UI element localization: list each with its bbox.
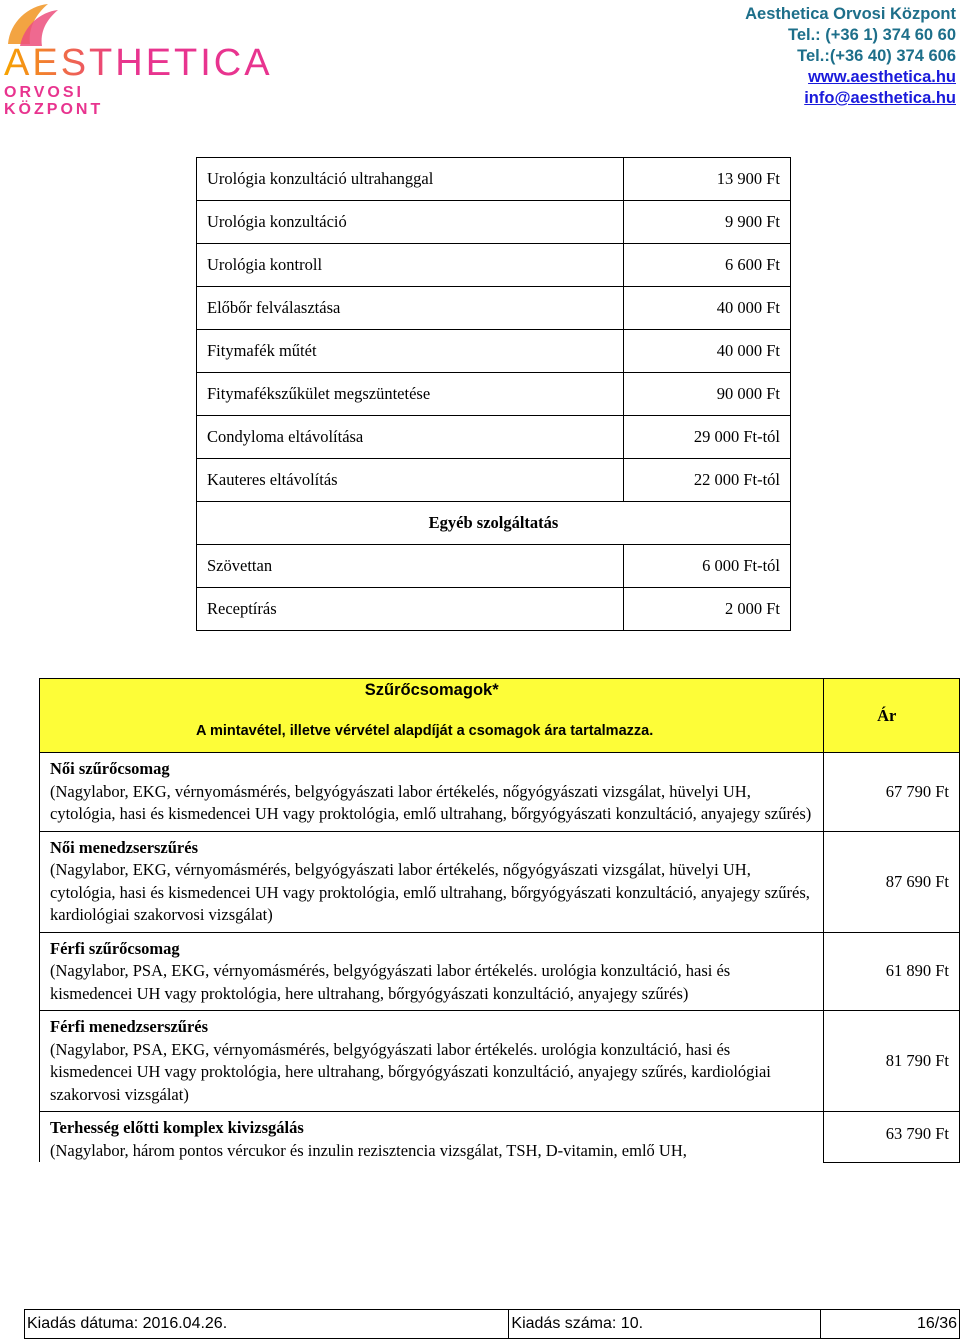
- package-description-cell: [40, 831, 824, 932]
- service-name: Urológia konzultáció: [197, 201, 624, 244]
- package-name: Férfi menedzserszűrés: [50, 1017, 209, 1036]
- service-price: 13 900 Ft: [624, 158, 791, 201]
- phone-2: Tel.:(+36 40) 374 606: [797, 47, 956, 65]
- price-row: [197, 158, 791, 201]
- price-row: [197, 201, 791, 244]
- service-price: 90 000 Ft: [624, 373, 791, 416]
- price-row: [197, 244, 791, 287]
- other-services-header-row: [197, 502, 791, 545]
- packages-header: [40, 679, 824, 753]
- service-price: 9 900 Ft: [624, 201, 791, 244]
- package-details: (Nagylabor, PSA, EKG, vérnyomásmérés, belgyógyászati labor értékelés. urológia konzultáció, hasi és kismedencei UH vagy proktológia, here ultrahang, bőrgyógyászati konzultáció, anyajegy szűrés, kardiológiai szakorvosi vizsgálat): [50, 1039, 771, 1104]
- service-name: Receptírás: [197, 588, 624, 631]
- packages-subtitle: A mintavétel, illetve vérvétel alapdíját a csomagok ára tartalmazza.: [196, 723, 654, 739]
- service-price: 22 000 Ft-tól: [624, 459, 791, 502]
- other-services-heading: Egyéb szolgáltatás: [197, 502, 791, 545]
- page-footer: [24, 1309, 960, 1339]
- package-description-cell: [40, 1112, 824, 1163]
- price-row: [197, 373, 791, 416]
- package-details: (Nagylabor, három pontos vércukor és inzulin rezisztencia vizsgálat, TSH, D-vitamin, emlő UH,: [50, 1140, 687, 1160]
- service-name: Fitymafék műtét: [197, 330, 624, 373]
- package-price: 81 790 Ft: [824, 1011, 960, 1112]
- service-name: Szövettan: [197, 545, 624, 588]
- package-price: 87 690 Ft: [824, 831, 960, 932]
- package-row: [40, 1112, 960, 1163]
- package-details: (Nagylabor, PSA, EKG, vérnyomásmérés, belgyógyászati labor értékelés. urológia konzultáció, hasi és kismedencei UH vagy proktológia, here ultrahang, bőrgyógyászati konzultáció, anyajegy szűrés): [50, 961, 731, 1003]
- service-price: 2 000 Ft: [624, 588, 791, 631]
- price-row: [197, 588, 791, 631]
- contact-block: [745, 4, 956, 109]
- issue-number: Kiadás száma: 10.: [509, 1310, 821, 1339]
- price-row: [197, 545, 791, 588]
- service-name: Előbőr felválasztása: [197, 287, 624, 330]
- package-description-cell: [40, 1011, 824, 1112]
- package-details: (Nagylabor, EKG, vérnyomásmérés, belgyógyászati labor értékelés, nőgyógyászati vizsgálat, hüvelyi UH, cytológia, hasi és kismedencei UH vagy proktológia, emlő ultrahang, bőrgyógyászati konzultáció, anyajegy szűrés): [50, 781, 812, 823]
- issue-date: Kiadás dátuma: 2016.04.26.: [25, 1310, 509, 1339]
- service-name: Urológia konzultáció ultrahanggal: [197, 158, 624, 201]
- service-name: Fitymafékszűkület megszüntetése: [197, 373, 624, 416]
- price-row: [197, 416, 791, 459]
- screening-packages-table: [39, 678, 960, 1163]
- price-row: [197, 330, 791, 373]
- phone-1: Tel.: (+36 1) 374 60 60: [787, 26, 956, 44]
- svg-text:AESTHETICA: AESTHETICA: [4, 42, 273, 84]
- package-row: [40, 932, 960, 1011]
- package-row: [40, 753, 960, 832]
- page-number: 16/36: [821, 1310, 960, 1339]
- service-price: 40 000 Ft: [624, 287, 791, 330]
- package-details: (Nagylabor, EKG, vérnyomásmérés, belgyógyászati labor értékelés, nőgyógyászati vizsgálat, hüvelyi UH, cytológia, hasi és kismedencei UH vagy proktológia, emlő ultrahang, bőrgyógyászati konzultáció, anyajegy szűrés, kardiológiai szakorvosi vizsgálat): [50, 860, 810, 924]
- package-name: Női menedzserszűrés: [50, 837, 199, 857]
- package-name: Női szűrőcsomag: [50, 759, 170, 778]
- service-price: 29 000 Ft-tól: [624, 416, 791, 459]
- service-price: 6 600 Ft: [624, 244, 791, 287]
- aesthetica-logo: [0, 0, 300, 120]
- service-price: 6 000 Ft-tól: [624, 545, 791, 588]
- price-row: [197, 459, 791, 502]
- price-row: [197, 287, 791, 330]
- package-description-cell: [40, 932, 824, 1011]
- package-row: [40, 831, 960, 932]
- svg-text:ORVOSI: ORVOSI: [4, 84, 84, 101]
- svg-text:KÖZPONT: KÖZPONT: [4, 101, 104, 118]
- price-column-header: Ár: [824, 679, 960, 753]
- website-link[interactable]: www.aesthetica.hu: [808, 68, 956, 86]
- packages-header-row: [40, 679, 960, 753]
- service-name: Condyloma eltávolítása: [197, 416, 624, 459]
- package-price: 61 890 Ft: [824, 932, 960, 1011]
- package-price: 63 790 Ft: [824, 1112, 960, 1163]
- package-row: [40, 1011, 960, 1112]
- price-table: [196, 157, 791, 631]
- package-description-cell: [40, 753, 824, 832]
- package-name: Terhesség előtti komplex kivizsgálás: [50, 1118, 304, 1137]
- package-price: 67 790 Ft: [824, 753, 960, 832]
- service-price: 40 000 Ft: [624, 330, 791, 373]
- service-name: Urológia kontroll: [197, 244, 624, 287]
- packages-title: Szűrőcsomagok*: [364, 681, 499, 699]
- company-name: Aesthetica Orvosi Központ: [745, 5, 956, 23]
- service-name: Kauteres eltávolítás: [197, 459, 624, 502]
- package-name: Férfi szűrőcsomag: [50, 938, 180, 958]
- email-link[interactable]: info@aesthetica.hu: [804, 89, 956, 107]
